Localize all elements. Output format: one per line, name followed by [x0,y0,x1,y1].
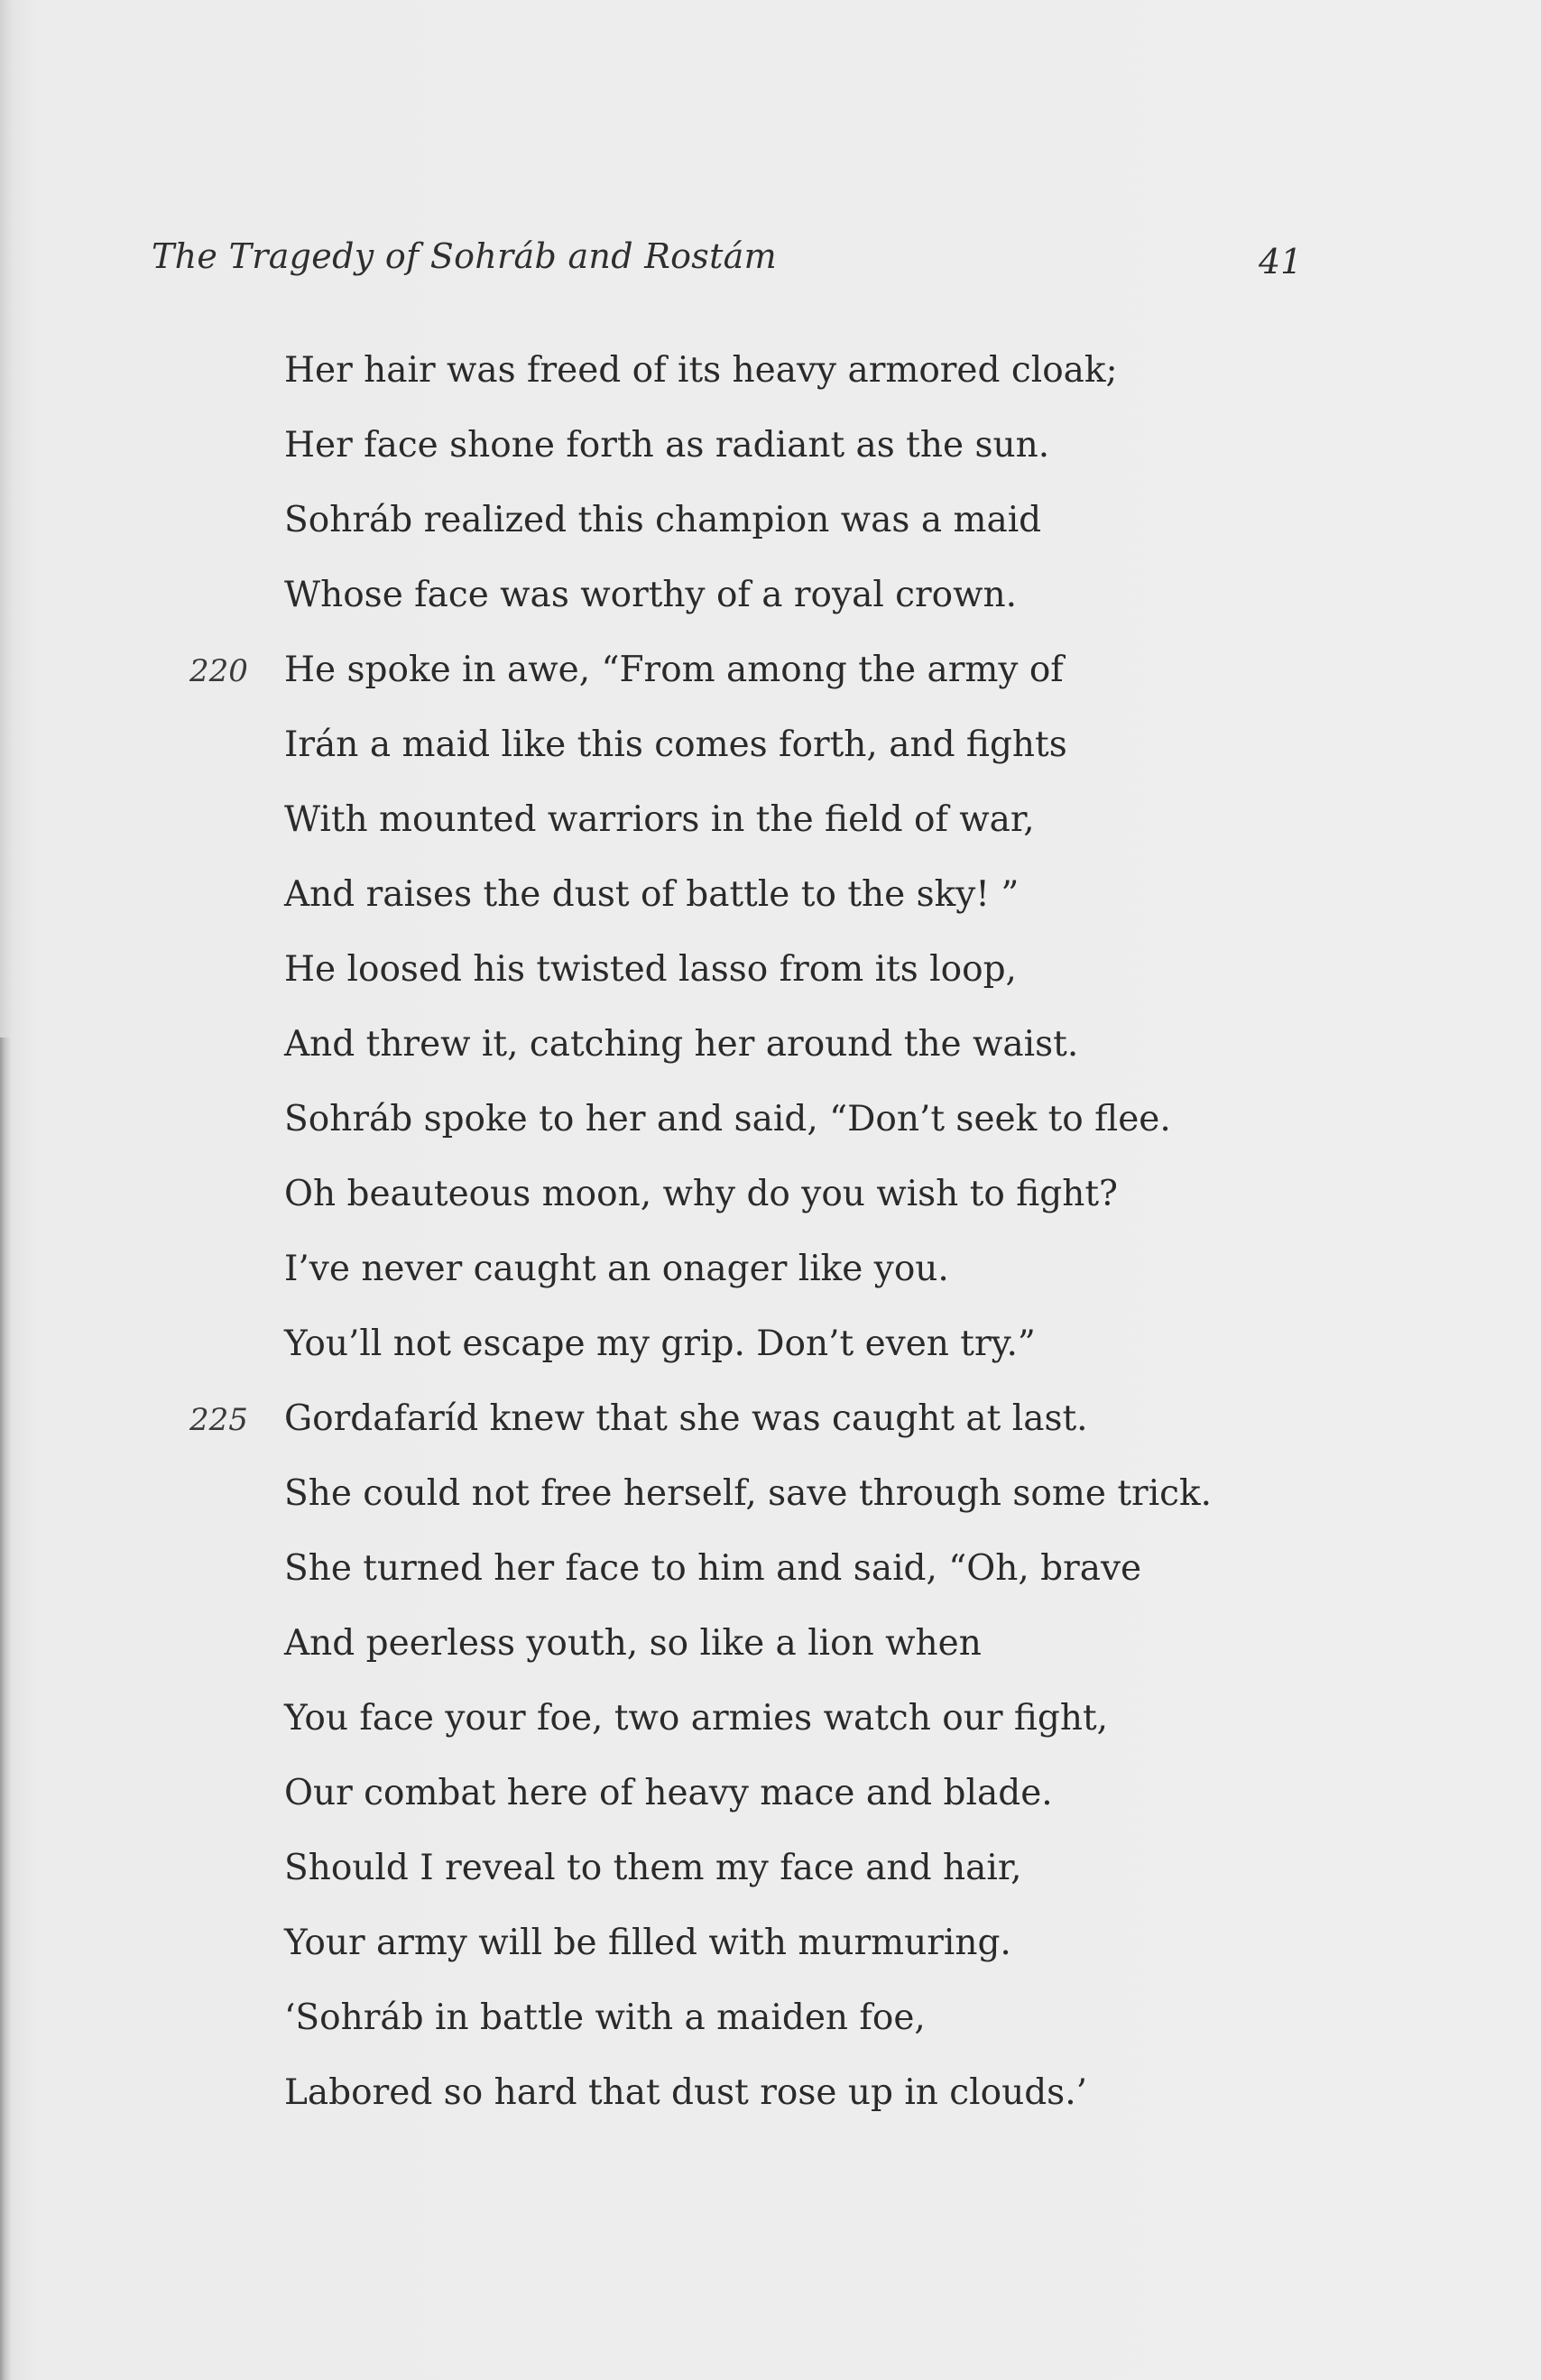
verse-line: Labored so hard that dust rose up in clouds.’ [284,2072,1087,2113]
verse-line: And peerless youth, so like a lion when [284,1623,982,1664]
page-number: 41 [1259,242,1303,281]
verse-line: Gordafaríd knew that she was caught at last. [284,1398,1088,1439]
verse-line: You’ll not escape my grip. Don’t even try.” [284,1324,1036,1364]
spine-shadow [0,1038,11,2380]
verse-line: Our combat here of heavy mace and blade. [284,1773,1053,1813]
verse-line: And raises the dust of battle to the sky! ” [284,874,1020,915]
verse-line: Oh beauteous moon, why do you wish to fight? [284,1174,1118,1214]
verse-line: Sohráb spoke to her and said, “Don’t seek to flee. [284,1099,1171,1139]
verse-line: He loosed his twisted lasso from its loop, [284,949,1017,990]
verse-line: With mounted warriors in the field of war, [284,799,1035,840]
verse-line: Should I reveal to them my face and hair, [284,1848,1022,1888]
verse-line: Irán a maid like this comes forth, and fights [284,724,1067,765]
verse-line: She could not free herself, save through some trick. [284,1473,1213,1514]
verse-line: She turned her face to him and said, “Oh, brave [284,1548,1142,1589]
verse-line: And threw it, catching her around the waist. [284,1024,1079,1065]
verse-line: He spoke in awe, “From among the army of [284,650,1064,690]
verse-line: Whose face was worthy of a royal crown. [284,575,1018,615]
running-title: The Tragedy of Sohráb and Rostám [152,236,777,276]
verse-line: Sohráb realized this champion was a maid [284,500,1042,540]
verse-line: Your army will be filled with murmuring. [284,1923,1011,1963]
line-number: 220 [189,653,248,689]
verse-line: You face your foe, two armies watch our fight, [284,1698,1109,1739]
verse-line: ‘Sohráb in battle with a maiden foe, [284,1997,926,2038]
line-number: 225 [189,1402,248,1438]
verse-line: I’ve never caught an onager like you. [284,1249,949,1289]
verse-line: Her face shone forth as radiant as the sun. [284,425,1050,466]
verse-line: Her hair was freed of its heavy armored cloak; [284,350,1118,391]
